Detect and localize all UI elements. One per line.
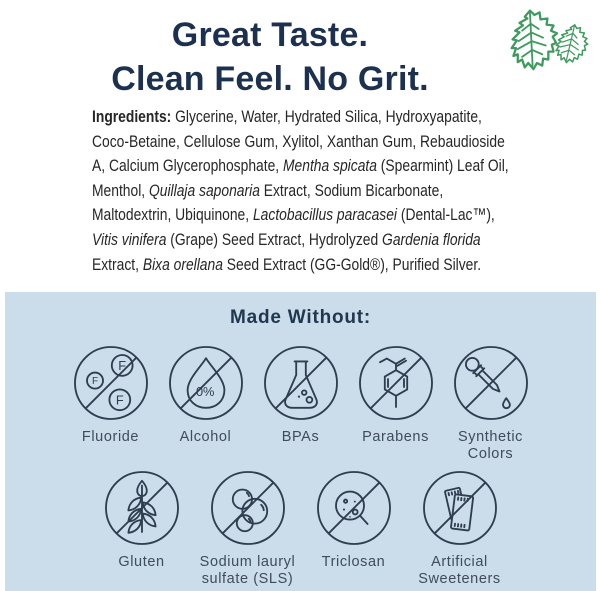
no-triclosan-icon	[314, 468, 394, 548]
no-sls-icon	[208, 468, 288, 548]
made-without-item-bpas	[253, 343, 348, 446]
svg-text:F: F	[91, 376, 98, 388]
made-without-item-alcohol	[158, 343, 253, 446]
made-without-item-fluoride	[63, 343, 158, 446]
made-without-item-gluten	[89, 468, 195, 571]
made-without-item-sls	[195, 468, 301, 588]
item-label: Synthetic Colors	[457, 429, 524, 462]
ingredients-label: Ingredients:	[92, 107, 172, 126]
item-label: Artificial Sweeteners	[418, 554, 501, 587]
svg-text:F: F	[117, 358, 126, 374]
no-fluoride-icon	[71, 343, 151, 423]
item-label: Sodium lauryl sulfate (SLS)	[199, 554, 296, 587]
made-without-item-synthetic-colors	[443, 343, 538, 463]
made-without-row-1	[5, 343, 596, 463]
made-without-row-2	[5, 468, 596, 588]
made-without-item-artificial-sweeteners	[407, 468, 513, 588]
item-label: Parabens	[362, 429, 429, 445]
no-bpa-icon	[261, 343, 341, 423]
no-parabens-icon	[356, 343, 436, 423]
headline-line2: Clean Feel. No Grit.	[111, 60, 429, 98]
no-gluten-icon	[102, 468, 182, 548]
item-label: Alcohol	[179, 429, 232, 445]
made-without-panel	[5, 292, 596, 591]
made-without-item-triclosan	[301, 468, 407, 571]
item-label: BPAs	[281, 429, 320, 445]
no-artificial-sweeteners-icon	[420, 468, 500, 548]
ingredients-paragraph	[92, 105, 513, 277]
ingredients-body: Glycerine, Water, Hydrated Silica, Hydroxyapatite, Coco-Betaine, Cellulose Gum, Xylitol, Xanthan Gum, Rebaudioside A, Calcium Glycerophosphate, Mentha spicata (Spearmint) Leaf Oil, Menthol, Quillaja saponaria Extract, Sodium Bicarbonate, Maltodextrin, Ubiquinone, Lactobacillus paracasei (Dental-Lac™), Vitis vinifera (Grape) Seed Extract, Hydrolyzed Gardenia florida Extract, Bixa orellana Seed Extract (GG-Gold®), Purified Silver.	[92, 107, 509, 274]
headline	[0, 0, 540, 101]
made-without-title: Made Without:	[229, 307, 372, 328]
item-label: Gluten	[118, 554, 165, 570]
svg-text:0%: 0%	[195, 383, 214, 399]
svg-text:F: F	[115, 392, 124, 408]
item-label: Fluoride	[81, 429, 140, 445]
made-without-item-parabens	[348, 343, 443, 446]
no-synthetic-colors-icon	[451, 343, 531, 423]
no-alcohol-icon	[166, 343, 246, 423]
headline-line1: Great Taste.	[171, 16, 369, 54]
item-label: Triclosan	[321, 554, 386, 570]
mint-leaves-icon	[502, 7, 592, 81]
